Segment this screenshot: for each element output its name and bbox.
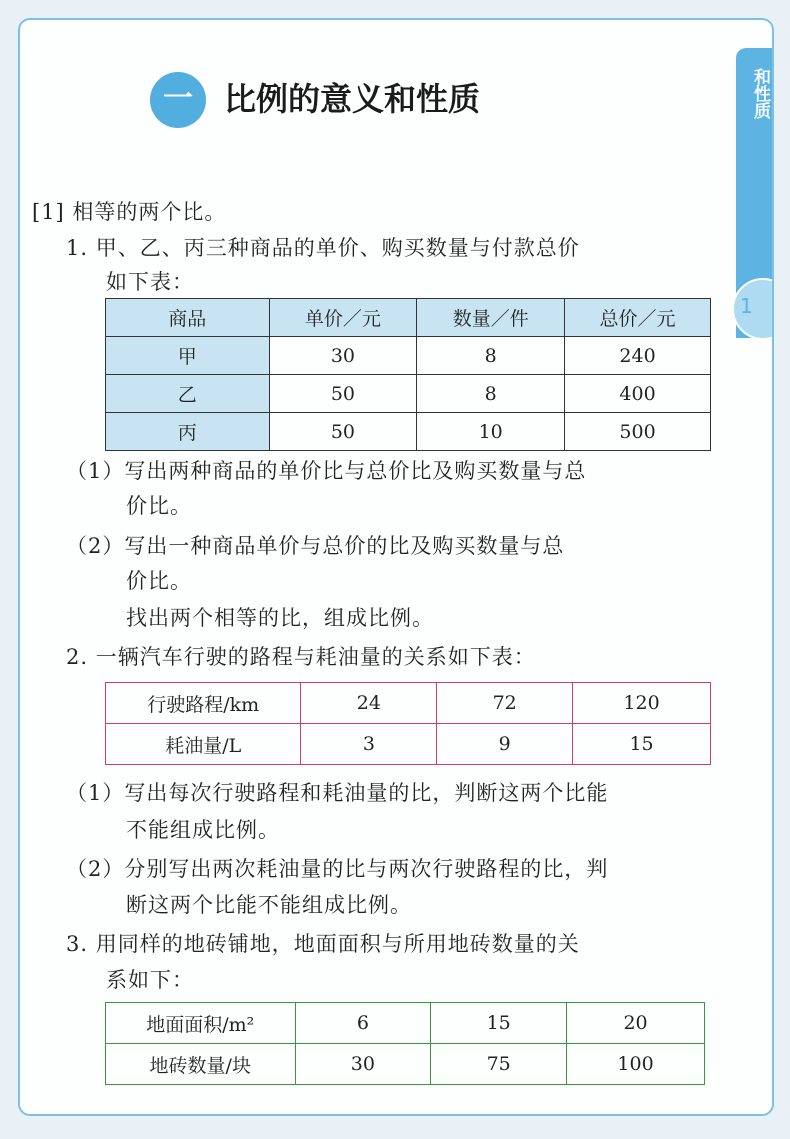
table-cell: 15 [431,1003,567,1044]
table-cell: 72 [437,683,573,724]
table-cell: 8 [417,375,565,413]
q2-sub1-line1: （1）写出每次行驶路程和耗油量的比，判断这两个比能 [66,781,609,805]
table-cell: 100 [567,1044,705,1085]
table-cell: 30 [295,1044,431,1085]
q1-sub2-line2: 价比。 [126,569,192,593]
table-cell: 240 [565,337,711,375]
q1-line1: 1. 甲、乙、丙三种商品的单价、购买数量与付款总价 [66,236,580,260]
q2-sub2-line1: （2）分别写出两次耗油量的比与两次行驶路程的比，判 [66,857,609,881]
q1-sub1-line2: 价比。 [126,494,192,518]
table-header-cell: 商品 [106,299,270,337]
table-cell: 24 [301,683,437,724]
table-cell: 地面面积/m² [106,1003,296,1044]
table-row [106,683,711,724]
q1-sub1-line1: （1）写出两种商品的单价比与总价比及购买数量与总 [66,459,587,483]
table-cell: 500 [565,413,711,451]
table-row [106,337,711,375]
q3-line1: 3. 用同样的地砖铺地，地面面积与所用地砖数量的关 [66,932,580,956]
table-cell: 行驶路程/km [106,683,301,724]
table-row [106,413,711,451]
table-header-cell: 数量／件 [417,299,565,337]
table-cell: 400 [565,375,711,413]
table-header-row [106,299,711,337]
q1-sub2-line3: 找出两个相等的比，组成比例。 [126,606,434,630]
table-row [106,1044,705,1085]
table-cell: 9 [437,724,573,765]
table-cell: 8 [417,337,565,375]
table-row [106,724,711,765]
table-cell: 3 [301,724,437,765]
table-cell: 50 [269,375,417,413]
q2-line1: 2. 一辆汽车行驶的路程与耗油量的关系如下表： [66,645,536,669]
section-number: 一 [150,72,206,128]
q1-line2: 如下表： [106,270,194,294]
table-cell: 120 [573,683,711,724]
table-row [106,375,711,413]
q3-table [105,1002,705,1085]
q1-table [105,298,711,451]
table-header-cell: 单价／元 [269,299,417,337]
table-cell: 10 [417,413,565,451]
q3-line2: 系如下： [106,968,194,992]
section-header [150,72,610,128]
table-cell: 20 [567,1003,705,1044]
side-tab-text: 和性质 [750,68,770,119]
table-cell: 乙 [106,375,270,413]
q1-sub2-line1: （2）写出一种商品单价与总价的比及购买数量与总 [66,534,565,558]
table-cell: 75 [431,1044,567,1085]
table-cell: 15 [573,724,711,765]
q2-table [105,682,711,765]
table-cell: 地砖数量/块 [106,1044,296,1085]
table-row [106,1003,705,1044]
section-label: [1] 相等的两个比。 [32,200,227,224]
table-header-cell: 总价／元 [565,299,711,337]
table-cell: 50 [269,413,417,451]
q2-sub2-line2: 断这两个比能不能组成比例。 [126,893,412,917]
table-cell: 甲 [106,337,270,375]
table-cell: 耗油量/L [106,724,301,765]
page-title: 比例的意义和性质 [224,80,481,118]
side-marker-text: 1 [740,294,753,318]
q2-sub1-line2: 不能组成比例。 [126,818,280,842]
table-cell: 丙 [106,413,270,451]
table-cell: 6 [295,1003,431,1044]
table-cell: 30 [269,337,417,375]
